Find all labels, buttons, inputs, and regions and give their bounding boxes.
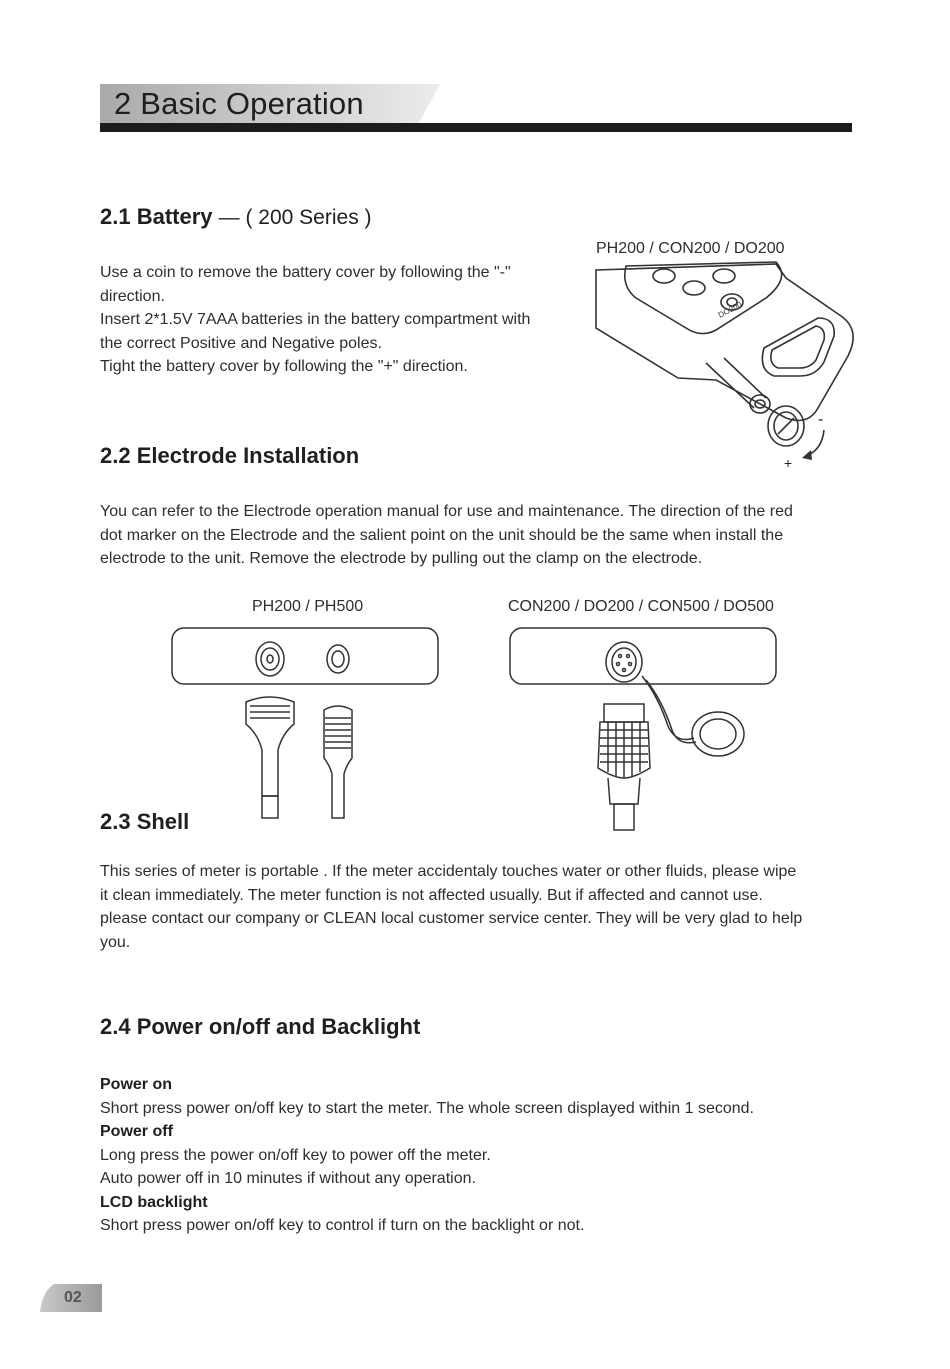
page-number: 02 <box>64 1289 82 1306</box>
backlight-title: LCD backlight <box>100 1193 208 1211</box>
electrode-figure-label-right: CON200 / DO200 / CON500 / DO500 <box>508 598 774 615</box>
electrode-instructions <box>100 500 860 571</box>
battery-figure-label: PH200 / CON200 / DO200 <box>596 240 785 257</box>
battery-line: Use a coin to remove the battery cover by following the "-" <box>100 264 511 281</box>
battery-line: Tight the battery cover by following the "+" direction. <box>100 358 468 375</box>
power-section-body <box>100 1073 860 1238</box>
battery-heading-suffix: — ( 200 Series ) <box>218 206 372 229</box>
chapter-title: 2 Basic Operation <box>114 86 364 121</box>
electrode-heading: 2.2 Electrode Installation <box>100 443 360 468</box>
battery-heading: 2.1 Battery <box>100 204 213 229</box>
battery-line: direction. <box>100 287 165 305</box>
electrode-line: dot marker on the Electrode and the salient point on the unit should be the same when install the <box>100 526 784 544</box>
electrode-figure-label-left: PH200 / PH500 <box>252 598 364 615</box>
power-off-line: Long press the power on/off key to power off the meter. <box>100 1146 491 1164</box>
con-do-electrode-illustration <box>508 626 780 836</box>
meter-battery-illustration <box>586 258 862 472</box>
battery-line: the correct Positive and Negative poles. <box>100 334 382 352</box>
battery-instructions <box>100 261 580 379</box>
shell-line: you. <box>100 933 131 951</box>
minus-sign: - <box>818 411 824 428</box>
power-off-line: Auto power off in 10 minutes if without any operation. <box>100 1170 476 1187</box>
shell-instructions <box>100 860 860 954</box>
plus-sign: + <box>784 455 793 471</box>
shell-line: it clean immediately. The meter function is not affected usually. But if affected and cannot use. <box>100 886 763 904</box>
power-off-title: Power off <box>100 1123 173 1140</box>
ph-electrode-illustration <box>170 626 442 824</box>
section-heading-battery <box>100 204 372 230</box>
electrode-line: electrode to the unit. Remove the electrode by pulling out the clamp on the electrode. <box>100 550 703 567</box>
power-heading: 2.4 Power on/off and Backlight <box>100 1014 421 1039</box>
battery-line: Insert 2*1.5V 7AAA batteries in the battery compartment with <box>100 311 531 328</box>
electrode-line: You can refer to the Electrode operation manual for use and maintenance. The direction of the red <box>100 503 793 520</box>
meter-model-text: DO200 <box>716 299 744 320</box>
shell-line: please contact our company or CLEAN local customer service center. They will be very glad to help <box>100 910 803 927</box>
shell-line: This series of meter is portable . If the meter accidentaly touches water or other fluids, please wipe <box>100 863 797 880</box>
backlight-text: Short press power on/off key to control if turn on the backlight or not. <box>100 1217 585 1234</box>
power-on-text: Short press power on/off key to start the meter. The whole screen displayed within 1 second. <box>100 1099 754 1117</box>
chapter-rule <box>100 123 852 132</box>
power-on-title: Power on <box>100 1076 173 1093</box>
shell-heading: 2.3 Shell <box>100 809 190 834</box>
